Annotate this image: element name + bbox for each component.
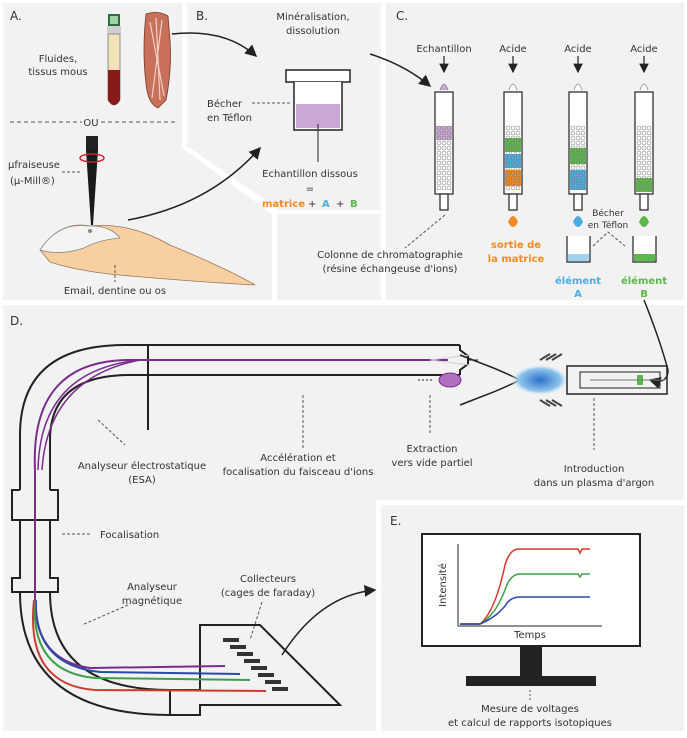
panel-d-letter: D. — [10, 314, 24, 328]
magnetic-analyser-label: Analyseur — [127, 582, 177, 593]
time-axis-label: Temps — [514, 630, 546, 641]
collectors-label-2: (cages de faraday) — [220, 588, 316, 599]
ion-cloud — [439, 373, 461, 387]
fluids-label: Fluides, — [38, 54, 78, 65]
acid-header-3: Acide — [630, 44, 658, 55]
equation-matrix: matrice — [262, 199, 306, 210]
intensity-axis-label: Intensité — [438, 563, 449, 607]
tooth-label: Email, dentine ou os — [63, 286, 167, 297]
focalisation-label: Focalisation — [100, 530, 160, 541]
equation-plus-1: + — [308, 199, 317, 210]
measurement-caption-2: et calcul de rapports isotopiques — [448, 718, 612, 729]
mineralisation-title-2: dissolution — [286, 26, 340, 37]
column-tip — [440, 194, 448, 210]
column-label-2: (résine échangeuse d'ions) — [322, 264, 458, 275]
column-label: Colonne de chromatographie — [317, 250, 463, 261]
panel-e-letter: E. — [390, 514, 402, 528]
sample-header: Echantillon — [416, 44, 472, 55]
panel-c-letter: C. — [396, 9, 409, 23]
element-a-label-2: A — [574, 289, 582, 300]
micromill-label-2: (μ-Mill®) — [10, 176, 55, 187]
column-tip — [509, 194, 517, 210]
teflon-beaker-label: Bécher — [207, 99, 243, 110]
dissolved-sample-label: Echantillon dissous — [262, 169, 358, 180]
acid-header-1: Acide — [499, 44, 527, 55]
mineralisation-title: Minéralisation, — [276, 12, 350, 23]
or-label: OU — [83, 118, 99, 129]
element-a-label: élément — [554, 276, 602, 287]
extraction-label-2: vers vide partiel — [391, 458, 473, 469]
matrix-out-label: sortie de — [490, 240, 542, 251]
teflon-beaker-label-c-2: en Téflon — [587, 221, 629, 231]
equation-b: B — [350, 199, 358, 210]
introduction-label: Introduction — [563, 464, 625, 475]
column-band — [505, 170, 521, 186]
column-tip — [574, 194, 582, 210]
equation-plus-2: + — [336, 199, 345, 210]
teflon-beaker-label-2: en Téflon — [207, 113, 252, 124]
matrix-out-label-2: la matrice — [487, 254, 545, 265]
collectors-label: Collecteurs — [239, 574, 297, 585]
element-b-label: élément — [620, 276, 668, 287]
soft-tissue-icon — [144, 12, 171, 108]
fluids-label-2: tissus mous — [28, 67, 88, 78]
acceleration-label: Accélération et — [260, 453, 336, 464]
extraction-label: Extraction — [406, 444, 458, 455]
acid-header-2: Acide — [564, 44, 592, 55]
esa-label-2: (ESA) — [128, 475, 156, 486]
column-band — [436, 126, 452, 140]
panel-b-letter: B. — [196, 9, 209, 23]
esa-label: Analyseur électrostatique — [77, 461, 207, 472]
column-tip — [640, 194, 648, 210]
blood-tube-icon — [107, 14, 121, 105]
beaker-element-a-icon — [567, 236, 590, 262]
teflon-beaker-icon — [286, 70, 350, 130]
measurement-caption: Mesure de voltages — [481, 704, 579, 715]
acceleration-label-2: focalisation du faisceau d'ions — [222, 467, 374, 478]
element-b-label-2: B — [640, 289, 648, 300]
teflon-beaker-label-c: Bécher — [592, 209, 624, 219]
introduction-label-2: dans un plasma d'argon — [533, 478, 655, 489]
equals-sign: = — [305, 184, 315, 195]
column-tube — [435, 92, 453, 194]
panel-a-letter: A. — [10, 9, 22, 23]
magnetic-analyser-label-2: magnétique — [121, 596, 183, 607]
beaker-element-b-icon — [633, 236, 656, 262]
micromill-label: μfraiseuse — [8, 160, 60, 171]
equation-a: A — [322, 199, 330, 210]
